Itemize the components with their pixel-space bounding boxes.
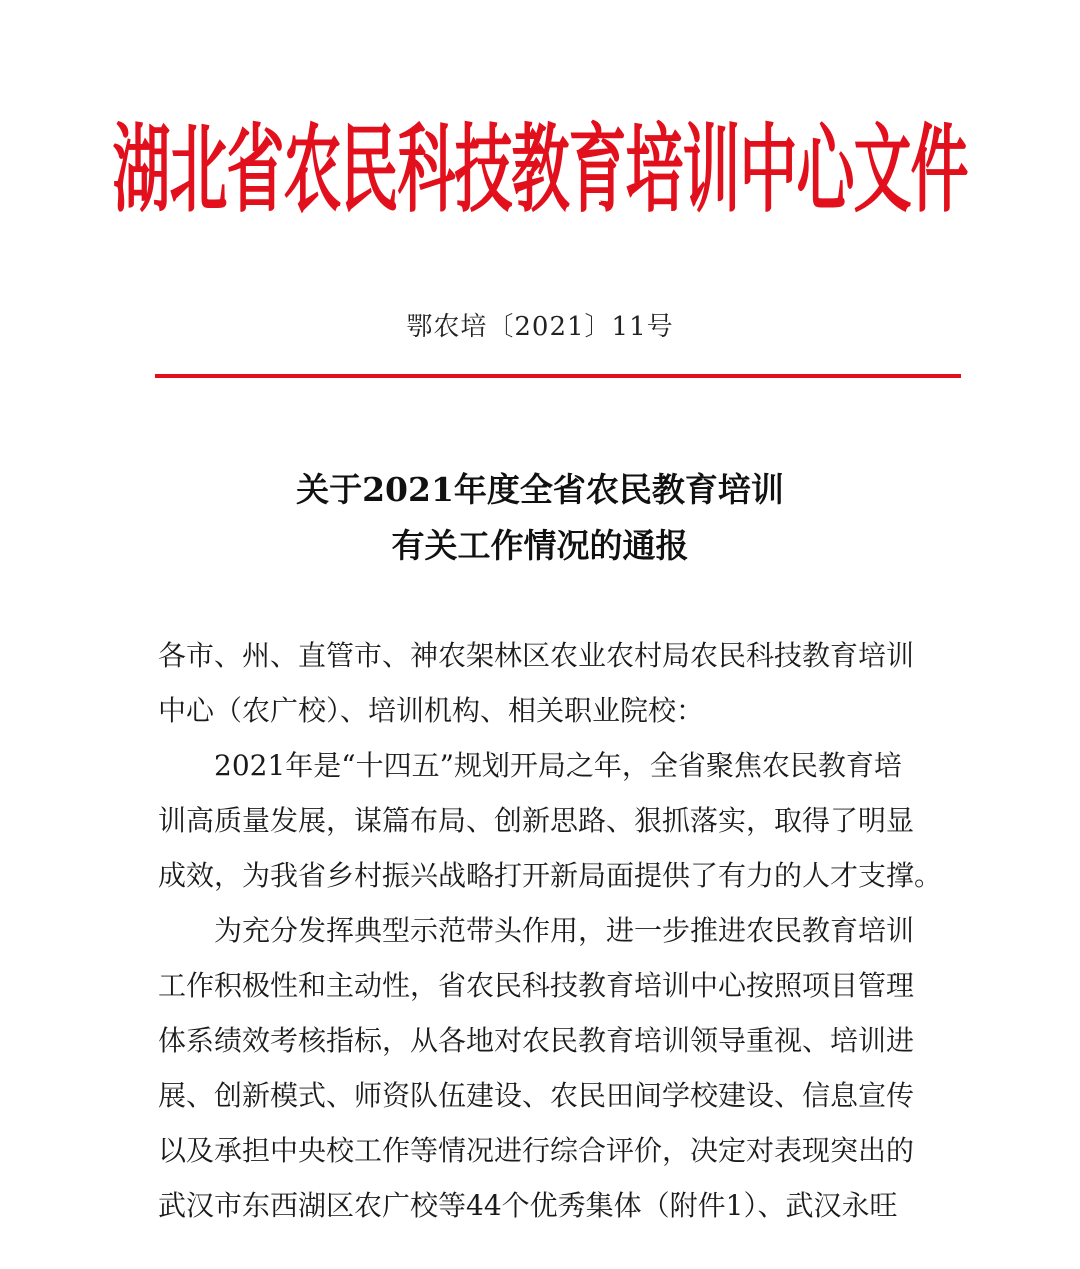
paragraph-1 bbox=[158, 738, 943, 903]
addressee-block bbox=[158, 628, 928, 738]
paragraph-2-line-3: 体系绩效考核指标，从各地对农民教育培训领导重视、培训进 bbox=[158, 1024, 915, 1057]
paragraph-1-line-3: 成效，为我省乡村振兴战略打开新局面提供了有力的人才支撑。 bbox=[158, 859, 943, 892]
notice-title-line-1: 关于2021年度全省农民教育培训 bbox=[296, 470, 784, 509]
notice-title-line-2: 有关工作情况的通报 bbox=[391, 526, 689, 565]
addressee-line-1: 各市、州、直管市、神农架林区农业农村局农民科技教育培训 bbox=[158, 639, 915, 672]
masthead-title: 湖北省农民科技教育培训中心文件 bbox=[112, 113, 968, 226]
paragraph-2 bbox=[158, 903, 928, 1233]
paragraph-2-line-2: 工作积极性和主动性，省农民科技教育培训中心按照项目管理 bbox=[158, 969, 915, 1002]
paragraph-2-line-5: 以及承担中央校工作等情况进行综合评价，决定对表现突出的 bbox=[158, 1134, 915, 1167]
paragraph-1-line-1: 2021年是“十四五”规划开局之年，全省聚焦农民教育培 bbox=[214, 749, 902, 782]
paragraph-1-line-2: 训高质量发展，谋篇布局、创新思路、狠抓落实，取得了明显 bbox=[158, 804, 915, 837]
paragraph-2-line-6: 武汉市东西湖区农广校等44个优秀集体（附件1）、武汉永旺 bbox=[158, 1189, 898, 1222]
paragraph-2-line-4: 展、创新模式、师资队伍建设、农民田间学校建设、信息宣传 bbox=[158, 1079, 915, 1112]
paragraph-2-line-1: 为充分发挥典型示范带头作用，进一步推进农民教育培训 bbox=[214, 914, 915, 947]
red-divider-rule bbox=[155, 374, 961, 378]
document-number: 鄂农培〔2021〕11号 bbox=[406, 312, 674, 342]
addressee-line-2: 中心（农广校）、培训机构、相关职业院校： bbox=[158, 694, 705, 727]
document-body bbox=[158, 628, 943, 1233]
notice-title bbox=[0, 462, 1080, 574]
